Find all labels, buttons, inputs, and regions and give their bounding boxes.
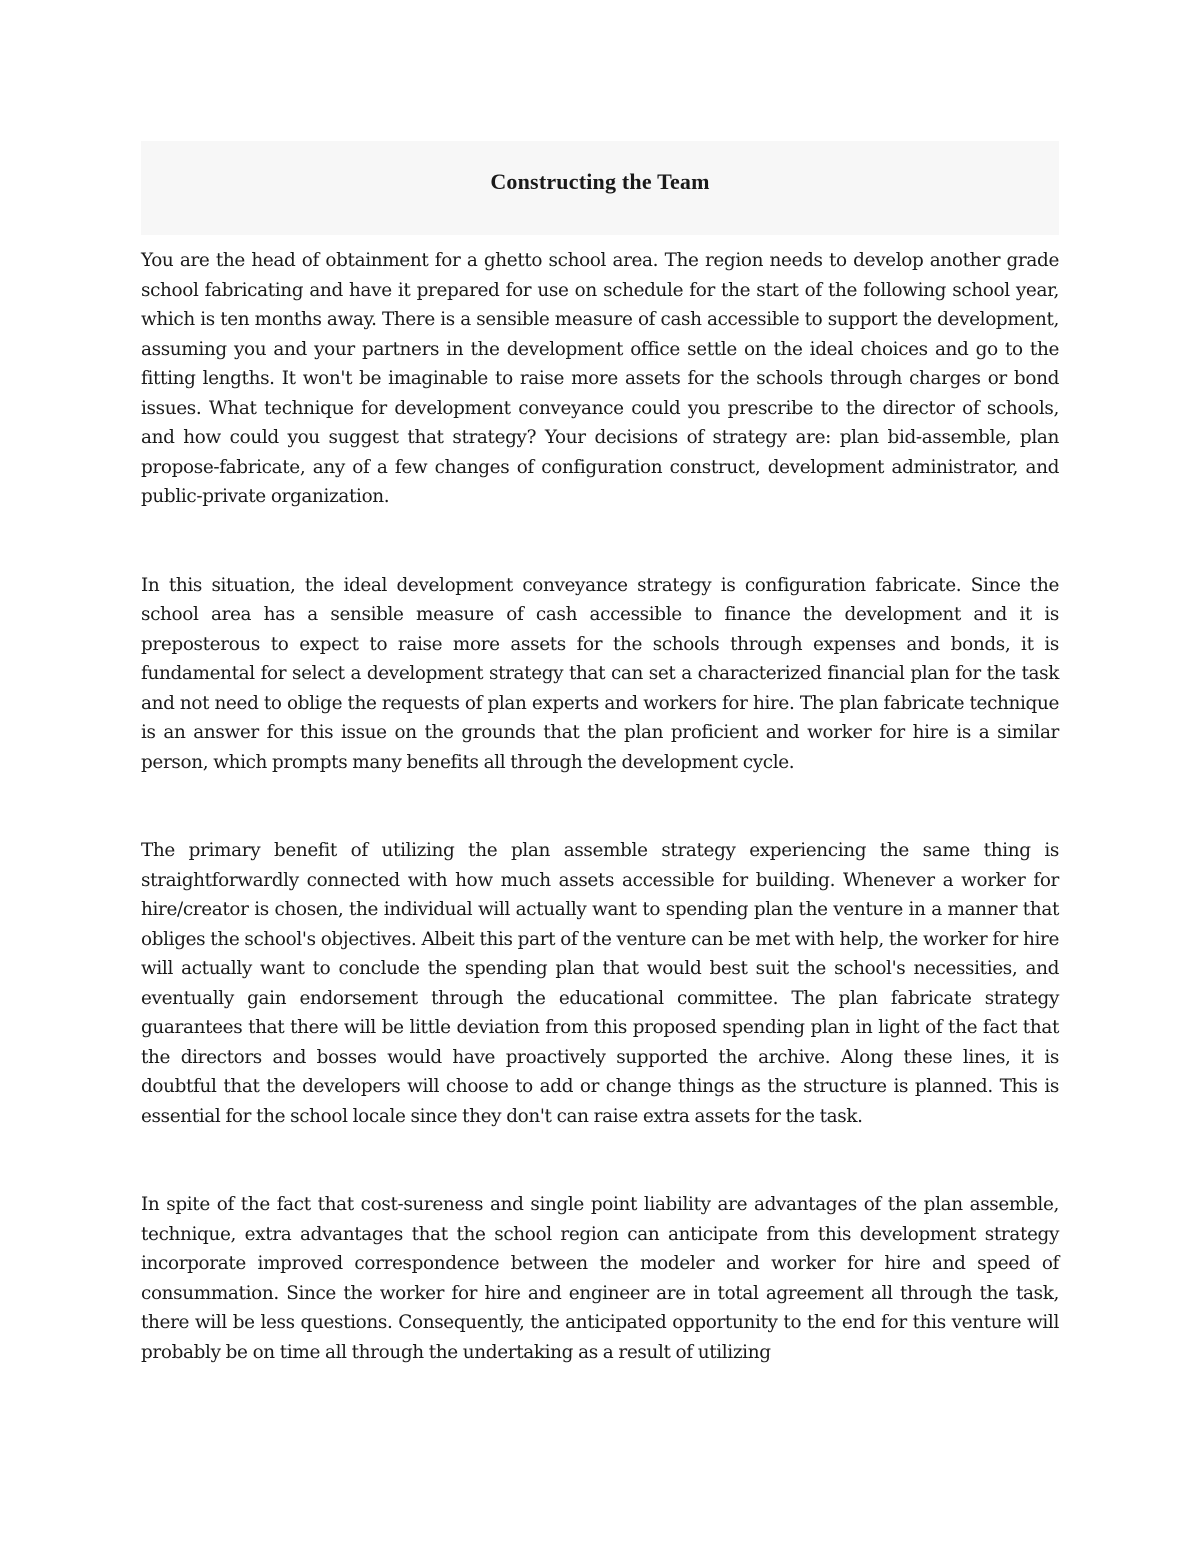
document-title: Constructing the Team	[490, 169, 710, 194]
document-body	[141, 141, 1059, 1367]
paragraph-2: In this situation, the ideal development conveyance strategy is configuration fabricate. Since the school area has a sensible measure of cash accessible to finance the development and it is preposterous to expect to raise more assets for the schools through expenses and bonds, it is fundamental for select a development strategy that can set a characterized financial plan for the task and not need to oblige the requests of plan experts and workers for hire. The plan fabricate technique is an answer for this issue on the grounds that the plan proficient and worker for hire is a similar person, which prompts many benefits all through the development cycle.	[141, 574, 1059, 773]
paragraph-4: In spite of the fact that cost-sureness and single point liability are advantages of the plan assemble, technique, extra advantages that the school region can anticipate from this development strategy incorporate improved correspondence between the modeler and worker for hire and speed of consummation. Since the worker for hire and engineer are in total agreement all through the task, there will be less questions. Consequently, the anticipated opportunity to the end for this venture will probably be on time all through the undertaking as a result of utilizing	[141, 1194, 1059, 1363]
paragraph-1: You are the head of obtainment for a ghetto school area. The region needs to develop another grade school fabricating and have it prepared for use on schedule for the start of the following school year, which is ten months away. There is a sensible measure of cash accessible to support the development, assuming you and your partners in the development office settle on the ideal choices and go to the fitting lengths. It won't be imaginable to raise more assets for the schools through charges or bond issues. What technique for development conveyance could you prescribe to the director of schools, and how could you suggest that strategy? Your decisions of strategy are: plan bid-assemble, plan propose-fabricate, any of a few changes of configuration construct, development administrator, and public-private organization.	[141, 250, 1059, 507]
title-band	[141, 141, 1059, 235]
paragraph-3: The primary benefit of utilizing the plan assemble strategy experiencing the same thing is straightforwardly connected with how much assets accessible for building. Whenever a worker for hire/creator is chosen, the individual will actually want to spending plan the venture in a manner that obliges the school's objectives. Albeit this part of the venture can be met with help, the worker for hire will actually want to conclude the spending plan that would best suit the school's necessities, and eventually gain endorsement through the educational committee. The plan fabricate strategy guarantees that there will be little deviation from this proposed spending plan in light of the fact that the directors and bosses would have proactively supported the archive. Along these lines, it is doubtful that the developers will choose to add or change things as the structure is planned. This is essential for the school locale since they don't can raise extra assets for the task.	[141, 840, 1059, 1127]
